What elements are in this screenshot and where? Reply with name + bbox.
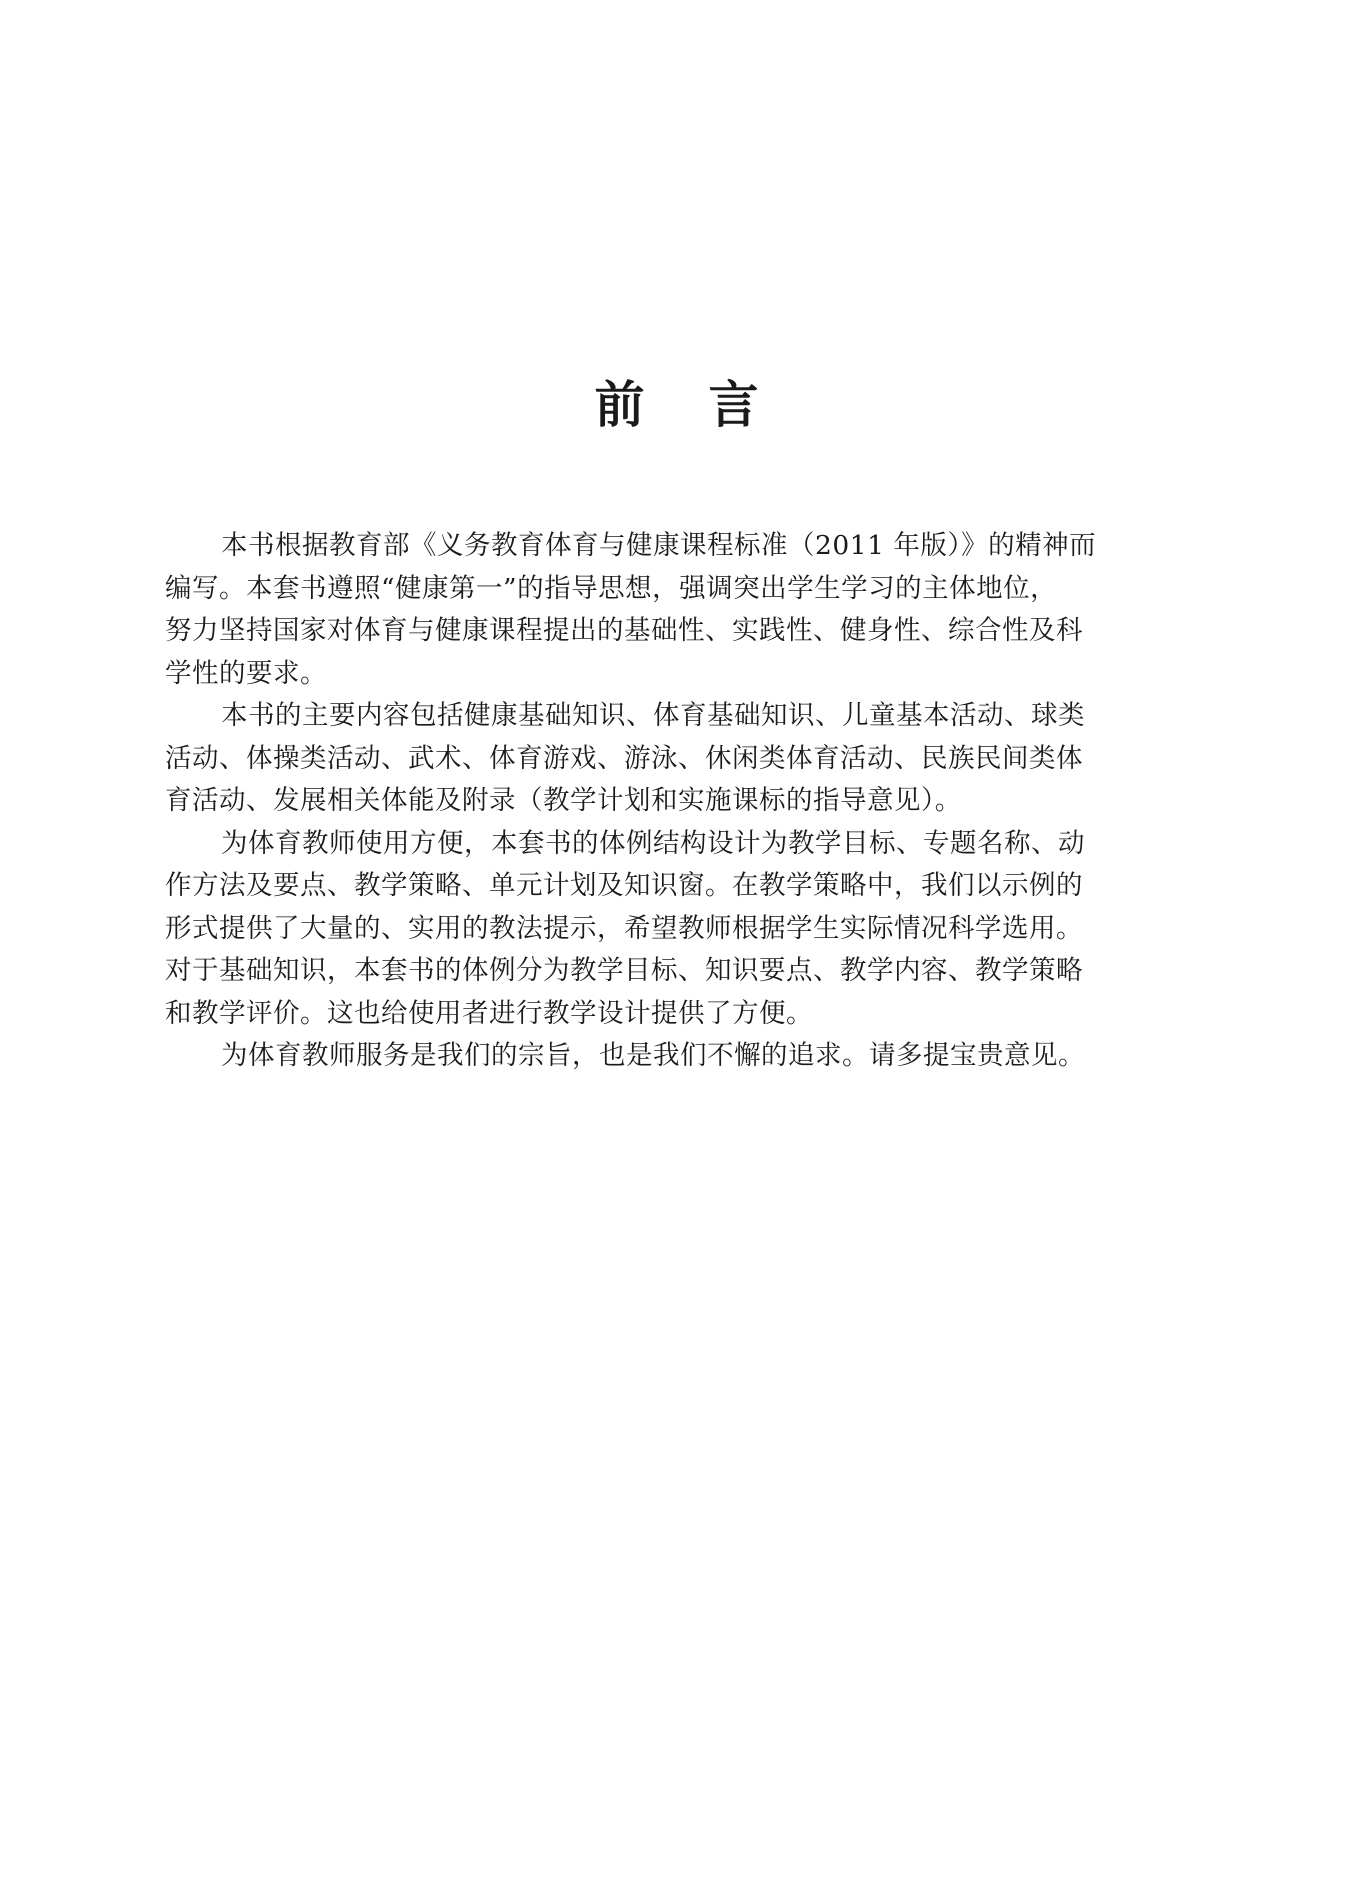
paragraph-line: 活动、体操类活动、武术、体育游戏、游泳、休闲类体育活动、民族民间类体 [165,742,1083,774]
paragraph-line: 本书根据教育部《义务教育体育与健康课程标准（2011 年版）》的精神而 [221,530,1097,561]
paragraph-line: 和教学评价。这也给使用者进行教学设计提供了方便。 [165,997,813,1029]
title-char-2: 言 [708,376,759,434]
paragraph-line: 育活动、发展相关体能及附录（教学计划和实施课标的指导意见）。 [165,785,962,816]
paragraph-1 [165,525,1190,695]
paragraph-2 [165,695,1190,823]
preface-body [165,525,1190,1078]
paragraph-line: 学性的要求。 [165,657,327,689]
paragraph-line: 努力坚持国家对体育与健康课程提出的基础性、实践性、健身性、综合性及科 [165,615,1083,646]
page-title [0,372,1353,438]
paragraph-line: 为体育教师使用方便，本套书的体例结构设计为教学目标、专题名称、动 [221,827,1085,859]
paragraph-line: 为体育教师服务是我们的宗旨，也是我们不懈的追求。请多提宝贵意见。 [221,1040,1085,1071]
paragraph-line: 作方法及要点、教学策略、单元计划及知识窗。在教学策略中，我们以示例的 [165,870,1083,901]
paragraph-line: 形式提供了大量的、实用的教法提示，希望教师根据学生实际情况科学选用。 [165,912,1083,944]
title-char-1: 前 [594,376,645,434]
paragraph-4 [165,1035,1190,1078]
paragraph-3 [165,823,1190,1036]
paragraph-line: 编写。本套书遵照“健康第一”的指导思想，强调突出学生学习的主体地位， [165,572,1058,604]
paragraph-line: 本书的主要内容包括健康基础知识、体育基础知识、儿童基本活动、球类 [221,700,1085,731]
paragraph-line: 对于基础知识，本套书的体例分为教学目标、知识要点、教学内容、教学策略 [165,955,1083,986]
